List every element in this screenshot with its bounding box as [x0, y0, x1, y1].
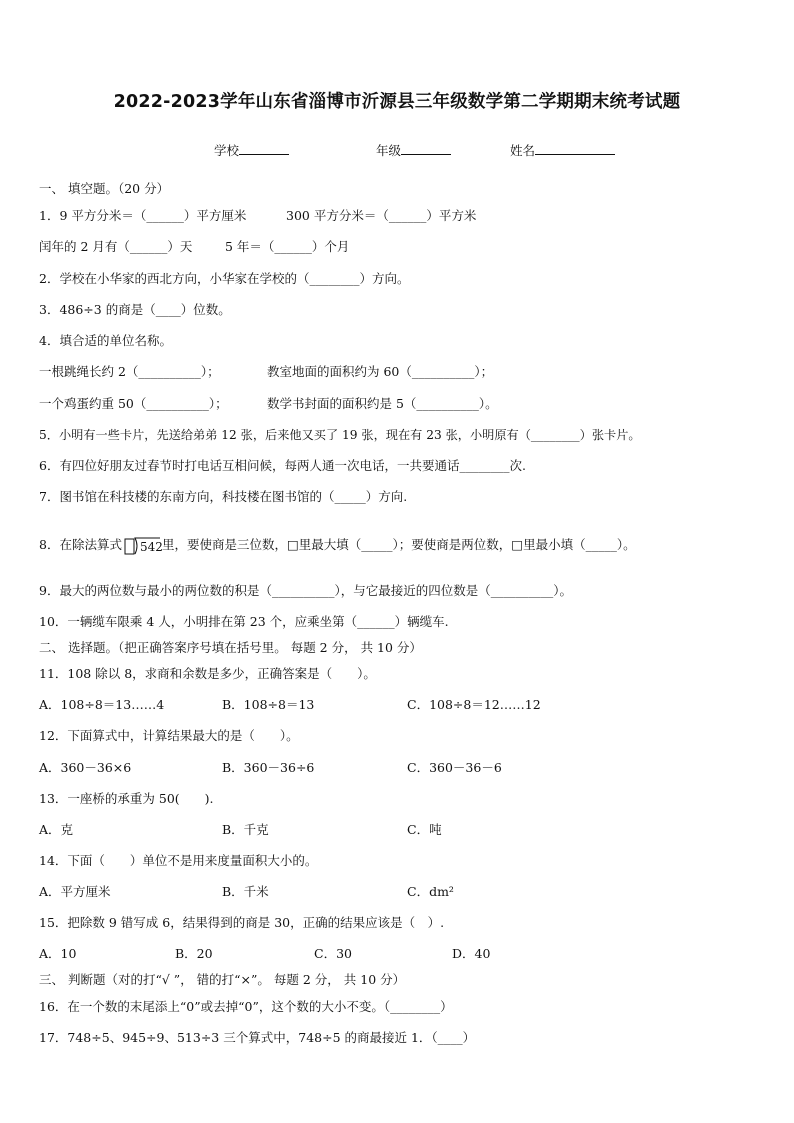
grade-field[interactable] — [376, 141, 451, 159]
question-4-row-2 — [39, 396, 759, 412]
question-8 — [39, 534, 636, 556]
question-14-option-c[interactable]: C．dm² — [407, 884, 454, 899]
question-15-option-b[interactable]: B．20 — [175, 946, 213, 961]
question-15: 15．把除数 9 错写成 6，结果得到的商是 30，正确的结果应该是（ ）. — [39, 915, 445, 930]
question-2: 2．学校在小华家的西北方向，小华家在学校的（________）方向。 — [39, 271, 410, 286]
section-judgment-heading: 三、 判断题（对的打“√ ”， 错的打“×”。 每题 2 分， 共 10 分） — [39, 972, 406, 987]
question-10: 10．一辆缆车限乘 4 人，小明排在第 23 个，应乘坐第（______）辆缆车. — [39, 614, 449, 629]
school-blank[interactable] — [239, 142, 289, 155]
question-6: 6．有四位好朋友过春节时打电话互相问候，每两人通一次电话，一共要通话________次. — [39, 458, 526, 473]
long-division-symbol — [124, 536, 163, 556]
grade-blank[interactable] — [401, 142, 451, 155]
question-15-option-d[interactable]: D．40 — [452, 946, 491, 961]
name-label: 姓名 — [510, 143, 536, 158]
question-1-part-a: 1．9 平方分米＝（______）平方厘米 — [39, 208, 247, 223]
question-11: 11．108 除以 8，求商和余数是多少，正确答案是（ ）。 — [39, 666, 376, 681]
question-4-row-1 — [39, 364, 759, 380]
question-14: 14．下面（ ）单位不是用来度量面积大小的。 — [39, 853, 318, 868]
question-1-part-d: 5 年＝（______）个月 — [225, 239, 350, 254]
question-4-part-b: 教室地面的面积约为 60（__________）； — [267, 364, 494, 379]
question-15-options — [39, 946, 759, 962]
section-fill-blank-heading: 一、 填空题。（20 分） — [39, 181, 170, 196]
question-4-part-a: 一根跳绳长约 2（__________）； — [39, 364, 220, 379]
question-15-option-c[interactable]: C．30 — [314, 946, 352, 961]
name-field[interactable] — [510, 141, 615, 159]
grade-label: 年级 — [376, 143, 402, 158]
question-1-part-c: 闰年的 2 月有（______）天 — [39, 239, 193, 254]
question-16: 16．在一个数的末尾添上“0”或去掉“0”，这个数的大小不变。（________） — [39, 999, 453, 1014]
school-label: 学校 — [214, 143, 240, 158]
question-9: 9．最大的两位数与最小的两位数的积是（__________），与它最接近的四位数是（__________）。 — [39, 583, 572, 598]
question-12-option-b[interactable]: B．360－36÷6 — [222, 760, 315, 775]
name-blank[interactable] — [535, 142, 615, 155]
school-field[interactable] — [214, 141, 289, 159]
page-title: 2022-2023学年山东省淄博市沂源县三年级数学第二学期期末统考试题 — [113, 92, 681, 112]
question-12-option-a[interactable]: A．360－36×6 — [39, 760, 132, 775]
question-17: 17．748÷5、945÷9、513÷3 三个算式中，748÷5 的商最接近 1．（____） — [39, 1030, 476, 1045]
question-4: 4．填合适的单位名称。 — [39, 333, 172, 348]
question-13-option-b[interactable]: B．千克 — [222, 822, 269, 837]
question-1-row-1 — [39, 208, 759, 224]
question-3: 3．486÷3 的商是（____）位数。 — [39, 302, 231, 317]
question-4-part-c: 一个鸡蛋约重 50（__________）； — [39, 396, 228, 411]
question-8-text: 里，要使商是三位数，□里最大填（_____）；要使商是两位数，□里最小填（_____）。 — [161, 537, 636, 552]
question-14-option-b[interactable]: B．千米 — [222, 884, 269, 899]
section-choice-heading: 二、 选择题。（把正确答案序号填在括号里。 每题 2 分， 共 10 分） — [39, 640, 422, 655]
question-12-option-c[interactable]: C．360－36－6 — [407, 760, 502, 775]
dividend-number: 542 — [139, 539, 163, 554]
question-5: 5．小明有一些卡片，先送给弟弟 12 张，后来他又买了 19 张，现在有 23 张，小明原有（________）张卡片。 — [39, 428, 641, 442]
question-4-part-d: 数学书封面的面积约是 5（__________）。 — [267, 396, 498, 411]
question-11-option-a[interactable]: A．108÷8＝13……4 — [39, 697, 165, 712]
question-11-options — [39, 697, 759, 713]
question-13-option-a[interactable]: A．克 — [39, 822, 74, 837]
question-11-option-b[interactable]: B．108÷8＝13 — [222, 697, 315, 712]
question-12-options — [39, 760, 759, 776]
question-13: 13．一座桥的承重为 50( ). — [39, 791, 214, 806]
question-14-option-a[interactable]: A．平方厘米 — [39, 884, 111, 899]
question-14-options — [39, 884, 759, 900]
question-1-row-2 — [39, 239, 759, 255]
question-7: 7．图书馆在科技楼的东南方向，科技楼在图书馆的（_____）方向. — [39, 489, 408, 504]
question-11-option-c[interactable]: C．108÷8＝12……12 — [407, 697, 541, 712]
question-1-part-b: 300 平方分米＝（______）平方米 — [286, 208, 477, 223]
question-15-option-a[interactable]: A．10 — [39, 946, 77, 961]
question-8-lead: 8．在除法算式 — [39, 537, 122, 552]
question-12: 12．下面算式中，计算结果最大的是（ ）。 — [39, 728, 299, 743]
question-13-option-c[interactable]: C．吨 — [407, 822, 442, 837]
question-13-options — [39, 822, 759, 838]
